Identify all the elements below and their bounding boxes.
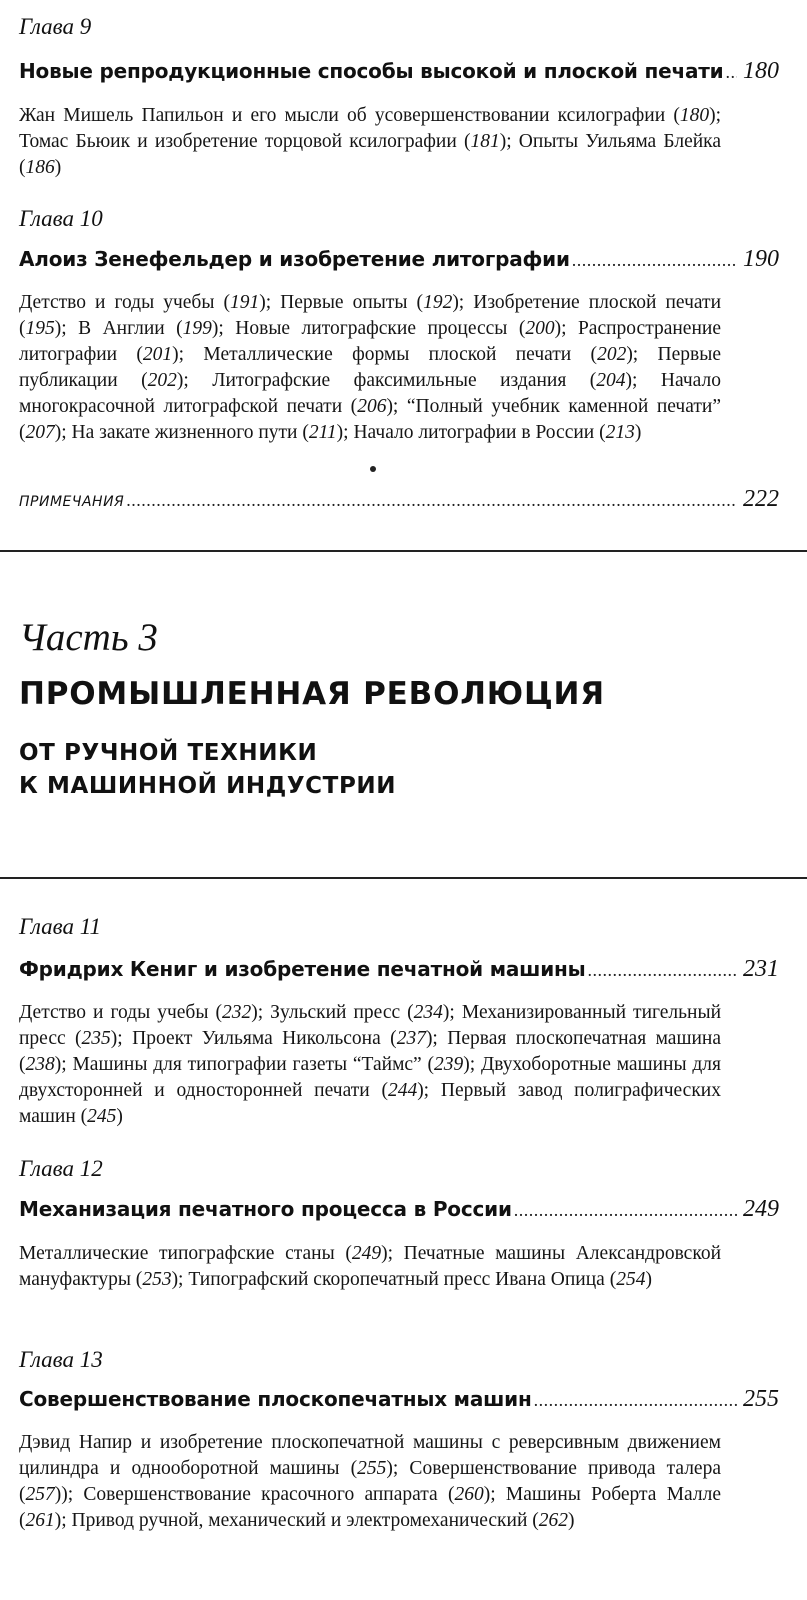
page-reference: 206	[357, 396, 387, 417]
page-reference: 238	[25, 1054, 55, 1075]
page-reference: 235	[81, 1028, 111, 1049]
chapter-9-label: Глава 9	[19, 14, 92, 39]
chapter-11-description	[19, 1000, 721, 1130]
chapter-9-page[interactable]: 180	[743, 58, 779, 84]
chapter-10-description	[19, 290, 721, 446]
chapter-11-title[interactable]: Фридрих Кениг и изобретение печатной машины	[19, 957, 586, 981]
page-reference: 260	[454, 1484, 484, 1505]
chapter-12-label: Глава 12	[19, 1156, 103, 1181]
description-text: ); Машины для типографии газеты “Таймс” (	[54, 1054, 434, 1075]
description-text: Жан Мишель Папильон и его мысли об усовершенствовании ксилографии (	[19, 105, 680, 126]
description-text: ); На закате жизненного пути (	[54, 422, 309, 443]
description-text: Детство и годы учебы (	[19, 1002, 222, 1023]
chapter-13-page[interactable]: 255	[743, 1386, 779, 1412]
notes-label[interactable]: ПРИМЕЧАНИЯ	[19, 494, 125, 510]
description-text: ); Совершенствование привода талера (	[19, 1458, 721, 1505]
description-text: ); Первые публикации (	[19, 344, 721, 391]
description-text: ); Механизированный тигельный пресс (	[19, 1002, 722, 1049]
description-text: Дэвид Напир и изобретение плоскопечатной машины с реверсивным движением цилиндра и однооборотной машины (	[19, 1432, 721, 1479]
page-reference: 180	[679, 105, 710, 126]
description-text: ); Проект Уильяма Никольсона (	[110, 1028, 397, 1049]
chapter-13-label: Глава 13	[19, 1347, 103, 1372]
chapter-9-heading[interactable]	[19, 58, 779, 85]
page-reference: 261	[25, 1510, 55, 1531]
chapter-12-title[interactable]: Механизация печатного процесса в России	[19, 1197, 512, 1221]
dot-leader	[126, 490, 737, 511]
description-text: ); Опыты Уильяма Блейка (	[19, 131, 721, 178]
page-reference: 257	[25, 1484, 55, 1505]
page-reference: 191	[229, 292, 260, 313]
description-text: ); Металлические формы плоской печати (	[172, 344, 598, 365]
chapter-12-page[interactable]: 249	[743, 1196, 779, 1222]
page-reference: 239	[434, 1054, 464, 1075]
page-reference: 211	[308, 422, 337, 443]
chapter-11-page[interactable]: 231	[743, 956, 779, 982]
print-speck	[370, 466, 376, 472]
chapter-12-description	[19, 1241, 721, 1293]
description-text: )	[568, 1510, 575, 1531]
page-reference: 245	[87, 1106, 117, 1127]
page-reference: 181	[470, 131, 500, 152]
description-text: ); Первые опыты (	[259, 292, 424, 313]
page-reference: 200	[525, 318, 555, 339]
page-reference: 244	[387, 1080, 418, 1101]
page-reference: 192	[423, 292, 453, 313]
section-divider-top	[0, 550, 807, 552]
description-text: )	[116, 1106, 123, 1127]
dot-leader	[726, 62, 738, 83]
description-text: ); “Полный учебник каменной печати” (	[19, 396, 721, 443]
page-reference: 199	[182, 318, 212, 339]
page-reference: 213	[605, 422, 635, 443]
chapter-13-heading[interactable]	[19, 1386, 779, 1413]
chapter-11-heading[interactable]	[19, 956, 779, 983]
dot-leader	[534, 1390, 737, 1411]
description-text: )	[645, 1269, 652, 1290]
description-text: ); Литографские факсимильные издания (	[176, 370, 597, 391]
page-reference: 186	[25, 157, 55, 178]
description-text: ); Типографский скоропечатный пресс Ивана Опица (	[171, 1269, 617, 1290]
part-subtitle-line-1: ОТ РУЧНОЙ ТЕХНИКИ	[19, 740, 318, 766]
page-reference: 234	[413, 1002, 443, 1023]
description-text: ); Машины Роберта Малле (	[19, 1484, 721, 1531]
page-reference: 254	[616, 1269, 646, 1290]
description-text: ); Первый завод полиграфических машин (	[19, 1080, 721, 1127]
description-text: ); Зульский пресс (	[251, 1002, 414, 1023]
chapter-13-title[interactable]: Совершенствование плоскопечатных машин	[19, 1387, 532, 1411]
section-divider-bottom	[0, 877, 807, 879]
page-reference: 207	[25, 422, 55, 443]
chapter-9-title[interactable]: Новые репродукционные способы высокой и плоской печати	[19, 59, 724, 83]
chapter-10-title[interactable]: Алоиз Зенефельдер и изобретение литографии	[19, 247, 570, 271]
description-text: ); Печатные машины Александровской мануфактуры (	[19, 1243, 722, 1290]
page-reference: 253	[142, 1269, 172, 1290]
part-subtitle	[19, 737, 396, 803]
chapter-10-page[interactable]: 190	[743, 246, 779, 272]
chapter-10-label: Глава 10	[19, 206, 103, 231]
page-reference: 249	[351, 1243, 382, 1264]
page-reference: 232	[221, 1002, 252, 1023]
description-text: Детство и годы учебы (	[19, 292, 230, 313]
page-reference: 237	[396, 1028, 426, 1049]
chapter-12-heading[interactable]	[19, 1196, 779, 1223]
description-text: )	[634, 422, 642, 443]
description-text: )	[54, 157, 62, 178]
page-reference: 201	[142, 344, 173, 365]
description-text: ); Начало литографии в России (	[336, 422, 606, 443]
notes-heading[interactable]	[19, 486, 779, 513]
chapter-13-description	[19, 1430, 721, 1534]
page-reference: 195	[25, 318, 55, 339]
description-text: )); Совершенствование красочного аппарата (	[54, 1484, 455, 1505]
description-text: ); Первая плоскопечатная машина (	[19, 1028, 721, 1075]
chapter-10-heading[interactable]	[19, 246, 779, 273]
description-text: ); Томас Бьюик и изобретение торцовой ксилографии (	[19, 105, 721, 152]
chapter-11-label: Глава 11	[19, 914, 102, 939]
part-title: ПРОМЫШЛЕННАЯ РЕВОЛЮЦИЯ	[19, 676, 605, 712]
description-text: ); Начало многокрасочной литографской печати (	[19, 370, 721, 417]
page-reference: 255	[357, 1458, 387, 1479]
description-text: ); Привод ручной, механический и электромеханический (	[54, 1510, 539, 1531]
description-text: ); Новые литографские процессы (	[211, 318, 526, 339]
page-reference: 204	[596, 370, 626, 391]
chapter-9-description	[19, 103, 721, 181]
notes-page[interactable]: 222	[743, 486, 779, 512]
dot-leader	[514, 1200, 737, 1221]
page-reference: 202	[147, 370, 177, 391]
description-text: ); Изобретение плоской печати (	[19, 292, 721, 339]
part-subtitle-line-2: К МАШИННОЙ ИНДУСТРИИ	[19, 773, 397, 799]
dot-leader	[572, 250, 737, 271]
description-text: ); Распространение литографии (	[19, 318, 721, 365]
description-text: ); В Англии (	[54, 318, 183, 339]
page-reference: 262	[538, 1510, 569, 1531]
description-text: ); Двухоборотные машины для двухсторонней и односторонней печати (	[19, 1054, 721, 1101]
dot-leader	[588, 960, 737, 981]
page-reference: 202	[597, 344, 627, 365]
part-label: Часть 3	[19, 616, 158, 659]
description-text: Металлические типографские станы (	[19, 1243, 352, 1264]
